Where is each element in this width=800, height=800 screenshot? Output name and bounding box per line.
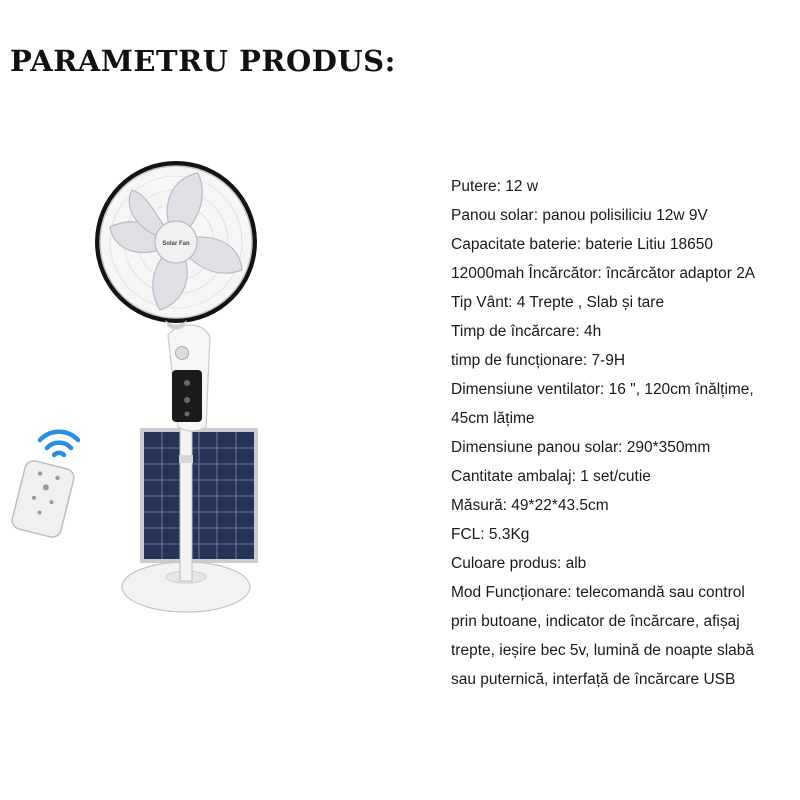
spec-line: prin butoane, indicator de încărcare, afișaj: [451, 613, 740, 630]
spec-line: 45cm lățime: [451, 410, 535, 427]
spec-line: Timp de încărcare: 4h: [451, 323, 602, 340]
spec-line: FCL: 5.3Kg: [451, 526, 530, 543]
remote-control-icon: [10, 459, 75, 539]
spec-line: Panou solar: panou polisiliciu 12w 9V: [451, 207, 708, 224]
fan-pole: [180, 423, 192, 581]
spec-line: Dimensiune panou solar: 290*350mm: [451, 439, 711, 456]
fan-head: [95, 161, 257, 330]
fan-control-body: [168, 325, 210, 431]
spec-line: timp de funcționare: 7-9H: [451, 352, 626, 369]
spec-line: Tip Vânt: 4 Trepte , Slab și tare: [451, 294, 665, 311]
spec-line: Măsură: 49*22*43.5cm: [451, 497, 609, 514]
spec-line: Culoare produs: alb: [451, 555, 587, 572]
solar-panel: [140, 428, 258, 563]
spec-line: Dimensiune ventilator: 16 ", 120cm înălțime,: [451, 381, 754, 398]
spec-line: trepte, ieșire bec 5v, lumină de noapte slabă: [451, 642, 755, 659]
spec-line: Capacitate baterie: baterie Litiu 18650: [451, 236, 713, 253]
wifi-signal-icon: [40, 432, 78, 455]
product-illustration: [0, 155, 300, 635]
spec-line: sau puternică, interfață de încărcare USB: [451, 671, 736, 688]
spec-line: 12000mah Încărcător: încărcător adaptor 2A: [451, 265, 756, 282]
fan-brand-label: Solar Fan: [162, 241, 190, 247]
page-title: PARAMETRU PRODUS:: [10, 44, 396, 78]
spec-line: Putere: 12 w: [451, 178, 539, 195]
spec-line: Cantitate ambalaj: 1 set/cutie: [451, 468, 651, 485]
spec-line: Mod Funcționare: telecomandă sau control: [451, 584, 745, 601]
spec-list: [451, 172, 797, 694]
